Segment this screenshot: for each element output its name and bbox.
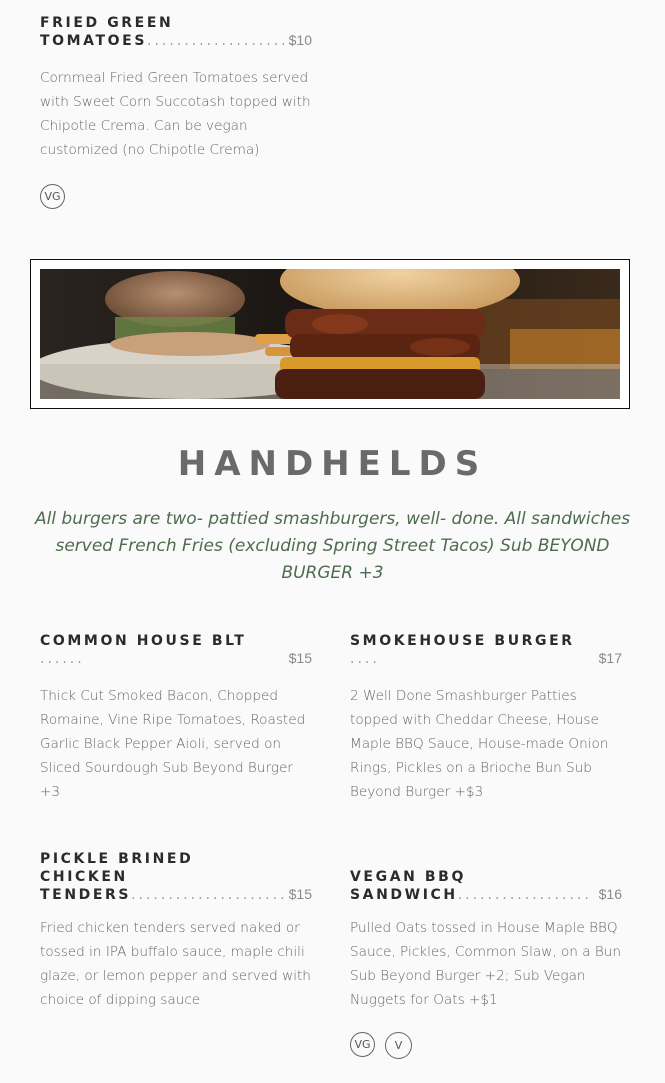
item-header bbox=[40, 632, 312, 668]
item-description: Pulled Oats tossed in House Maple BBQ Sauce, Pickles, Common Slaw, on a Bun Sub Beyond Burger +2; Sub Vegan Nuggets for Oats +$1 bbox=[350, 920, 622, 1008]
section-note: All burgers are two- pattied smashburgers, well- done. All sandwiches served French Fries (excluding Spring Street Tacos) Sub BEYOND BURGER +3 bbox=[34, 509, 631, 583]
menu-item-common-house-blt bbox=[40, 632, 312, 804]
item-name: SMOKEHOUSE BURGER .... bbox=[350, 633, 575, 667]
burger-photo-frame bbox=[30, 259, 630, 409]
burger-image bbox=[40, 269, 620, 399]
item-price: $16 bbox=[598, 886, 622, 902]
item-name: FRIED GREEN TOMATOES.................... bbox=[40, 15, 297, 49]
item-price: $15 bbox=[288, 650, 312, 666]
vegan-option-icon: VG bbox=[350, 1032, 375, 1057]
item-header bbox=[350, 868, 622, 904]
item-description: Fried chicken tenders served naked or tossed in IPA buffalo sauce, maple chili glaze, or lemon pepper and served with choice of dipping sauce bbox=[40, 920, 311, 1008]
menu-item-smokehouse-burger bbox=[350, 632, 622, 804]
diet-badges bbox=[40, 184, 312, 209]
dot-leader: ...... bbox=[40, 651, 85, 667]
vegetarian-icon: V bbox=[385, 1032, 412, 1059]
item-header bbox=[40, 14, 312, 50]
diet-badges bbox=[350, 1032, 622, 1059]
item-price: $17 bbox=[598, 650, 622, 666]
item-description: Cornmeal Fried Green Tomatoes served with Sweet Corn Succotash topped with Chipotle Crema. Can be vegan customized (no Chipotle Crema) bbox=[40, 70, 311, 158]
item-description: 2 Well Done Smashburger Patties topped with Cheddar Cheese, House Maple BBQ Sauce, House-made Onion Rings, Pickles on a Brioche Bun Sub Beyond Burger +$3 bbox=[350, 688, 609, 800]
item-name: VEGAN BBQ SANDWICH.................. bbox=[350, 869, 592, 903]
dot-leader: ..................... bbox=[131, 887, 288, 903]
item-name: COMMON HOUSE BLT ...... bbox=[40, 633, 247, 667]
item-price: $10 bbox=[288, 32, 312, 48]
dot-leader: .... bbox=[350, 651, 380, 667]
dot-leader: .................. bbox=[457, 887, 592, 903]
menu-item-vegan-bbq-sandwich bbox=[350, 868, 622, 1059]
item-header bbox=[40, 851, 312, 904]
item-price: $15 bbox=[288, 886, 312, 902]
section-title: HANDHELDS bbox=[177, 444, 488, 484]
menu-item-fried-green-tomatoes bbox=[40, 14, 312, 209]
item-name: PICKLE BRINED CHICKEN TENDERS..................... bbox=[40, 851, 288, 903]
vegan-option-icon: VG bbox=[40, 184, 65, 209]
item-description: Thick Cut Smoked Bacon, Chopped Romaine, Vine Ripe Tomatoes, Roasted Garlic Black Pepper Aioli, served on Sliced Sourdough Sub Beyond Burger +3 bbox=[40, 688, 306, 800]
item-header bbox=[350, 632, 622, 668]
menu-item-pickle-brined-chicken-tenders bbox=[40, 851, 312, 1012]
dot-leader: .................... bbox=[147, 33, 297, 49]
burger-photo bbox=[40, 269, 620, 399]
